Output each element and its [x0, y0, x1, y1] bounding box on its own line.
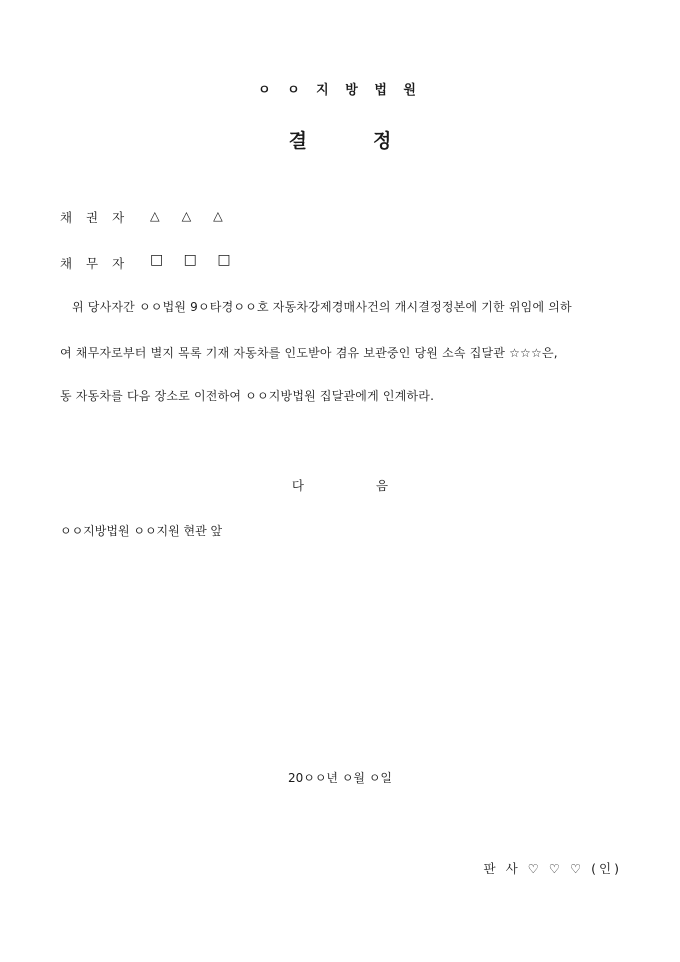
body-line-2: 여 채무자로부터 별지 목록 기재 자동차를 인도받아 겸유 보관중인 당원 소속 집달관 ☆☆☆은,: [60, 346, 558, 360]
judge-signature: 판 사 ♡ ♡ ♡ (인): [483, 861, 622, 876]
debtor-value: □ □ □: [150, 252, 239, 268]
document-date: 20ㅇㅇ년 ㅇ월 ㅇ일: [287, 771, 393, 785]
creditor-label: 채 권 자: [60, 210, 130, 225]
document-title: [0, 126, 680, 153]
title-right: 정: [373, 130, 392, 152]
court-name: ㅇ ㅇ 지 방 법 원: [258, 83, 422, 98]
body-line-3: 동 자동차를 다음 장소로 이전하여 ㅇㅇ지방법원 집달관에게 인계하라.: [60, 389, 435, 403]
next-left: 다: [291, 478, 304, 493]
debtor-label: 채 무 자: [60, 256, 130, 271]
title-left: 결: [288, 130, 307, 152]
next-right: 음: [376, 478, 389, 493]
creditor-value: △ △ △: [150, 208, 232, 223]
next-section-heading: [0, 476, 680, 494]
transfer-place: ㅇㅇ지방법원 ㅇㅇ지원 현관 앞: [60, 524, 223, 538]
body-line-1: 위 당사자간 ㅇㅇ법원 9ㅇ타경ㅇㅇ호 자동차강제경매사건의 개시결정정본에 기한 위임에 의하: [72, 300, 572, 314]
